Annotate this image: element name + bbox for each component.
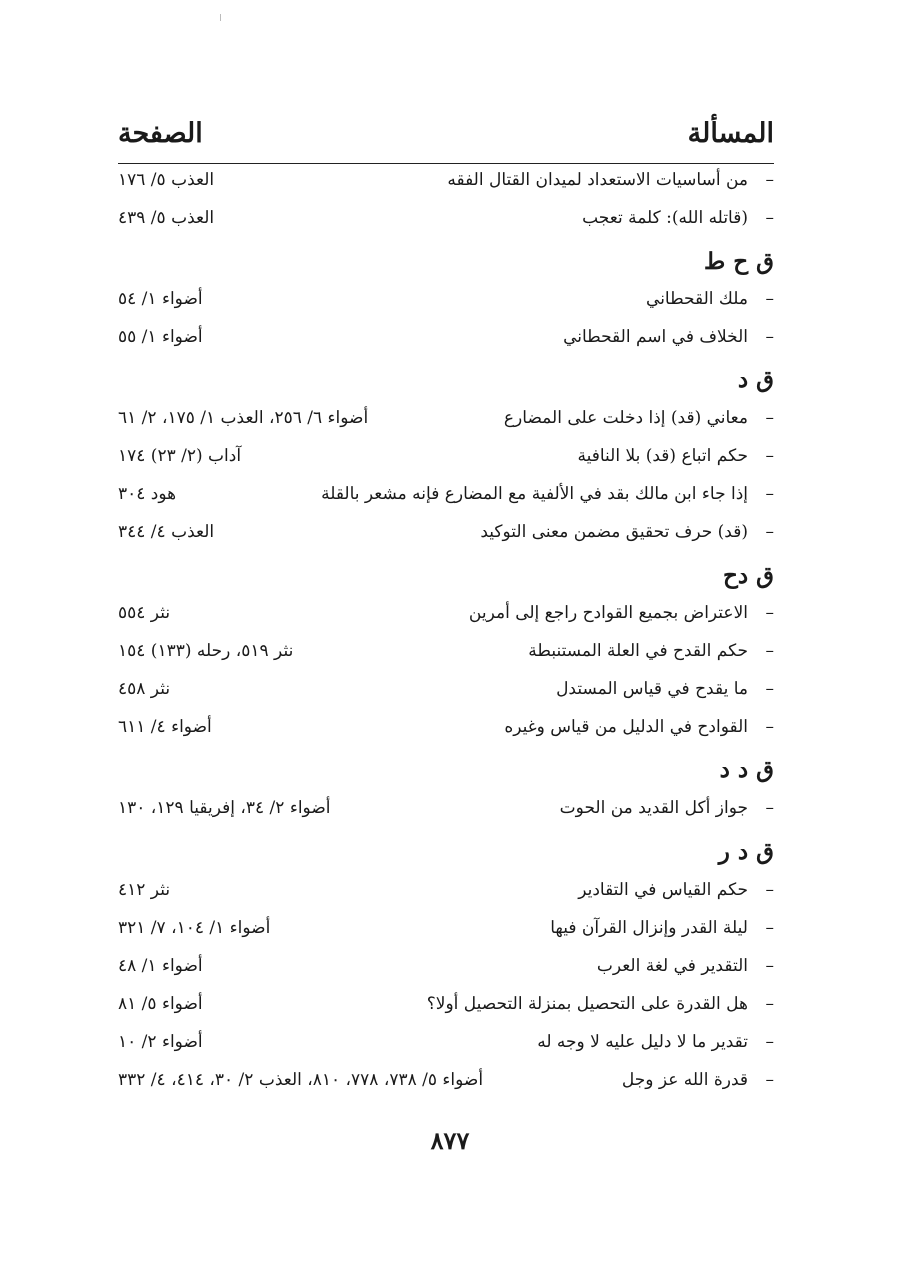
index-entry — [118, 994, 774, 1024]
entry-reference: أضواء ٢/ ١٠ — [118, 1032, 203, 1052]
index-entry — [118, 918, 774, 948]
entry-reference: العذب ٤/ ٣٤٤ — [118, 522, 215, 542]
entry-label: جواز أكل القديد من الحوت — [559, 798, 748, 818]
entry-label: من أساسيات الاستعداد لميدان القتال الفقه — [447, 170, 748, 190]
index-entry — [118, 327, 774, 357]
entry-label: ما يقدح في قياس المستدل — [556, 679, 748, 699]
entry-label: حكم القياس في التقادير — [578, 880, 748, 900]
entry-reference: آداب (٢/ ٢٣) ١٧٤ — [118, 446, 242, 466]
index-entry — [118, 717, 774, 747]
entry-reference: نثر ٥١٩، رحله (١٣٣) ١٥٤ — [118, 641, 294, 661]
entry-reference: أضواء ٦/ ٢٥٦، العذب ١/ ١٧٥، ٢/ ٦١ — [118, 408, 369, 428]
entry-dash: – — [765, 918, 774, 938]
section-heading: ق دح — [723, 562, 774, 589]
section-heading: ق د ر — [718, 838, 774, 865]
entry-dash: – — [765, 1070, 774, 1090]
entry-reference: أضواء ٥/ ٧٣٨، ٧٧٨، ٨١٠، العذب ٢/ ٣٠، ٤١٤، ٤/ ٣٣٢ — [118, 1070, 484, 1090]
index-entry — [118, 484, 774, 514]
entry-reference: أضواء ٢/ ٣٤، إفريقيا ١٢٩، ١٣٠ — [118, 798, 331, 818]
entry-label: التقدير في لغة العرب — [596, 956, 748, 976]
entry-reference: أضواء ٥/ ٨١ — [118, 994, 203, 1014]
entry-dash: – — [765, 717, 774, 737]
entry-reference: نثر ٥٥٤ — [118, 603, 171, 623]
section-heading: ق د — [737, 366, 774, 393]
entry-dash: – — [765, 1032, 774, 1052]
entry-dash: – — [765, 641, 774, 661]
index-entry — [118, 1032, 774, 1062]
entry-dash: – — [765, 484, 774, 504]
index-entry — [118, 208, 774, 238]
entry-dash: – — [765, 170, 774, 190]
index-content — [118, 0, 774, 1271]
page-number: ٨٧٧ — [430, 1126, 470, 1155]
entry-reference: أضواء ١/ ١٠٤، ٧/ ٣٢١ — [118, 918, 271, 938]
entry-dash: – — [765, 603, 774, 623]
entry-dash: – — [765, 327, 774, 347]
entry-dash: – — [765, 994, 774, 1014]
entry-label: هل القدرة على التحصيل بمنزلة التحصيل أولا؟ — [426, 994, 748, 1014]
index-entry — [118, 798, 774, 828]
page-column-heading: الصفحة — [118, 118, 203, 149]
entry-label: ليلة القدر وإنزال القرآن فيها — [550, 918, 748, 938]
entry-reference: أضواء ١/ ٥٤ — [118, 289, 203, 309]
entry-dash: – — [765, 522, 774, 542]
entry-label: ملك القحطاني — [646, 289, 748, 309]
issue-column-heading: المسألة — [687, 118, 774, 149]
entry-dash: – — [765, 208, 774, 228]
entry-reference: هود ٣٠٤ — [118, 484, 177, 504]
entry-label: حكم اتباع (قد) بلا النافية — [577, 446, 748, 466]
entry-label: قدرة الله عز وجل — [621, 1070, 748, 1090]
entry-label: الخلاف في اسم القحطاني — [563, 327, 748, 347]
entry-label: حكم القدح في العلة المستنبطة — [528, 641, 748, 661]
entry-label: (قاتله الله): كلمة تعجب — [582, 208, 748, 228]
index-entry — [118, 289, 774, 319]
index-entry — [118, 603, 774, 633]
entry-label: إذا جاء ابن مالك بقد في الألفية مع المضارع فإنه مشعر بالقلة — [321, 484, 748, 504]
index-entry — [118, 956, 774, 986]
index-entry — [118, 170, 774, 200]
entry-dash: – — [765, 956, 774, 976]
entry-dash: – — [765, 798, 774, 818]
entry-dash: – — [765, 446, 774, 466]
entry-label: القوادح في الدليل من قياس وغيره — [504, 717, 748, 737]
entry-reference: نثر ٤٥٨ — [118, 679, 171, 699]
entry-label: (قد) حرف تحقيق مضمن معنى التوكيد — [480, 522, 748, 542]
index-entry — [118, 880, 774, 910]
entry-reference: أضواء ١/ ٥٥ — [118, 327, 203, 347]
section-heading: ق ح ط — [704, 248, 774, 275]
index-entry — [118, 679, 774, 709]
section-heading: ق د د — [719, 756, 774, 783]
entry-dash: – — [765, 289, 774, 309]
entry-label: معاني (قد) إذا دخلت على المضارع — [503, 408, 748, 428]
entry-dash: – — [765, 408, 774, 428]
entry-reference: أضواء ٤/ ٦١١ — [118, 717, 212, 737]
index-entry — [118, 446, 774, 476]
index-entry — [118, 522, 774, 552]
entry-label: الاعتراض بجميع القوادح راجع إلى أمرين — [468, 603, 748, 623]
entry-dash: – — [765, 679, 774, 699]
index-entry — [118, 641, 774, 671]
entry-reference: أضواء ١/ ٤٨ — [118, 956, 203, 976]
entry-reference: العذب ٥/ ٤٣٩ — [118, 208, 215, 228]
index-entry — [118, 408, 774, 438]
entry-dash: – — [765, 880, 774, 900]
entry-reference: نثر ٤١٢ — [118, 880, 171, 900]
index-entry — [118, 1070, 774, 1100]
entry-label: تقدير ما لا دليل عليه لا وجه له — [537, 1032, 748, 1052]
entry-reference: العذب ٥/ ١٧٦ — [118, 170, 215, 190]
